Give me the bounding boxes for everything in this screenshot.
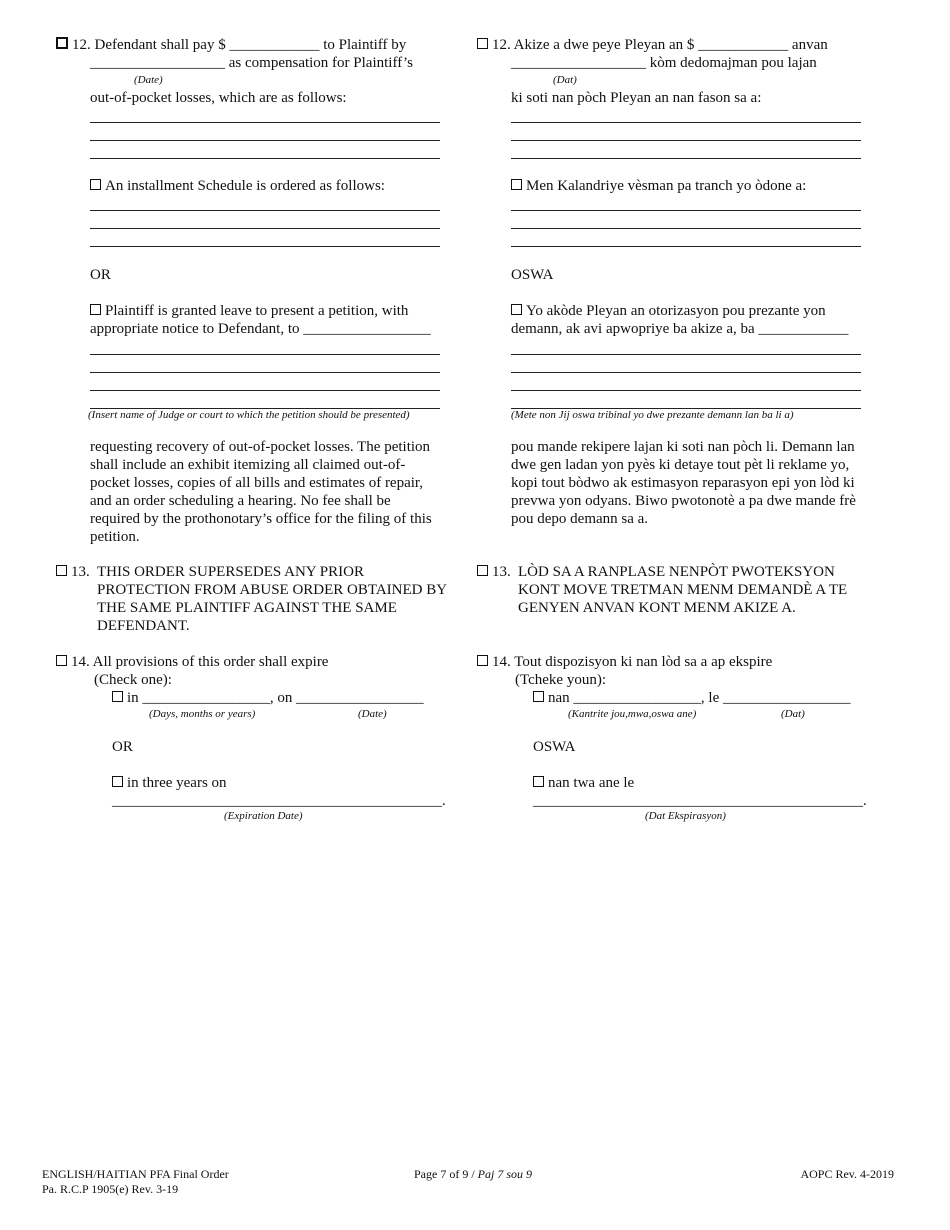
petition-line-b[interactable] [90, 372, 440, 373]
footer-page-number [414, 1167, 532, 1182]
item-13-checkbox-ht[interactable] [477, 565, 488, 576]
petition-line-b-ht[interactable] [511, 372, 861, 373]
item-12-checkbox-ht[interactable] [477, 38, 488, 49]
installment-line-3[interactable] [90, 246, 440, 247]
judge-caption-ht: (Mete non Jij oswa tribinal yo dwe prezante demann lan ba li a) [511, 409, 794, 421]
losses-line-3-ht[interactable] [511, 158, 861, 159]
expire-in-option: in _________________, on _________________ [112, 689, 424, 707]
installment-line-2-ht[interactable] [511, 228, 861, 229]
expire-in-checkbox-ht[interactable] [533, 691, 544, 702]
installment-checkbox-ht[interactable] [511, 179, 522, 190]
petition-line-1: Plaintiff is granted leave to present a petition, with [90, 302, 408, 320]
item-13-text: THIS ORDER SUPERSEDES ANY PRIOR PROTECTION FROM ABUSE ORDER OBTAINED BY THE SAME PLAINTIFF AGAINST THE SAME DEFENDANT. [97, 564, 447, 634]
installment-line-1[interactable] [90, 210, 440, 211]
days-caption-ht: (Kantrite jou,mwa,oswa ane) [568, 708, 697, 720]
losses-line-1[interactable] [90, 122, 440, 123]
item-12-line-3: out-of-pocket losses, which are as follows: [90, 90, 347, 106]
days-caption: (Days, months or years) [149, 708, 256, 720]
item-12-line-3-ht: ki soti nan pòch Pleyan an nan fason sa a: [511, 90, 762, 106]
losses-line-3[interactable] [90, 158, 440, 159]
page-number-en: Page 7 of 9 / [414, 1167, 478, 1181]
or-separator: OR [90, 267, 111, 283]
petition-line-a[interactable] [90, 354, 440, 355]
footer-form-name: ENGLISH/HAITIAN PFA Final Order [42, 1167, 229, 1181]
installment-line-2[interactable] [90, 228, 440, 229]
losses-line-1-ht[interactable] [511, 122, 861, 123]
item-12-date-caption: (Date) [134, 74, 163, 86]
recovery-paragraph: requesting recovery of out-of-pocket losses. The petition shall include an exhibit itemizing all claimed out-of-pocket losses, copies of all bills and estimates of repair, and an order scheduling a hearing. No fee shall be required by the prothonotary’s office for the filing of this petition. [90, 439, 432, 545]
installment-line-1-ht[interactable] [511, 210, 861, 211]
item-12-line-2: __________________ as compensation for Plaintiff’s [90, 55, 414, 71]
losses-line-2-ht[interactable] [511, 140, 861, 141]
item-14-checkbox-ht[interactable] [477, 655, 488, 666]
or-separator-2-ht: OSWA [533, 739, 576, 755]
losses-line-2[interactable] [90, 140, 440, 141]
date-caption: (Date) [358, 708, 387, 720]
installment-option-ht: Men Kalandriye vèsman pa tranch yo òdone a: [511, 177, 806, 195]
expiration-line[interactable]: ____________________________________________. [112, 793, 446, 809]
item-14-line-1-ht: 14. Tout dispozisyon ki nan lòd sa a ap ekspire [477, 653, 772, 671]
judge-caption: (Insert name of Judge or court to which the petition should be presented) [88, 409, 410, 421]
petition-line-1-ht: Yo akòde Pleyan an otorizasyon pou prezante yon [511, 302, 826, 320]
installment-line-3-ht[interactable] [511, 246, 861, 247]
item-12-line-1-ht: 12. Akize a dwe peye Pleyan an $ ____________ anvan [477, 36, 828, 54]
item-14-check-one-ht: (Tcheke youn): [515, 672, 606, 688]
item-13-text-ht: LÒD SA A RANPLASE NENPÒT PWOTEKSYON KONT MOVE TRETMAN MENM DEMANDÈ A TE GENYEN ANVAN KONT MENM AKIZE A. [518, 564, 848, 616]
footer-rule: Pa. R.C.P 1905(e) Rev. 3-19 [42, 1182, 179, 1196]
item-12-checkbox[interactable] [56, 37, 68, 49]
item-12-line-2-ht: __________________ kòm dedomajman pou lajan [511, 55, 817, 71]
petition-line-a-ht[interactable] [511, 354, 861, 355]
three-years-option: in three years on [112, 774, 227, 792]
expiration-line-ht[interactable]: ____________________________________________. [533, 793, 867, 809]
page-number-ht: Paj 7 sou 9 [477, 1167, 532, 1181]
recovery-paragraph-ht: pou mande rekipere lajan ki soti nan pòch li. Demann lan dwe gen ladan yon pyès ki detaye tout pèt li reklame yo, kopi tout bòdwo ak estimasyon reparasyon epi yon lòd ki prevwa yon odyans. Biwo pwotonotè a pa dwe mande frè pou depo demann sa a. [511, 439, 856, 527]
petition-checkbox-ht[interactable] [511, 304, 522, 315]
petition-line-2: appropriate notice to Defendant, to _________________ [90, 321, 431, 337]
petition-line-2-ht: demann, ak avi apwopriye ba akize a, ba ____________ [511, 321, 849, 337]
item-13-checkbox[interactable] [56, 565, 67, 576]
date-caption-ht: (Dat) [781, 708, 805, 720]
item-14-check-one: (Check one): [94, 672, 172, 688]
three-years-checkbox[interactable] [112, 776, 123, 787]
item-13-number: 13. [56, 563, 90, 581]
item-14-checkbox[interactable] [56, 655, 67, 666]
petition-checkbox[interactable] [90, 304, 101, 315]
expire-in-option-ht: nan _________________, le _________________ [533, 689, 850, 707]
three-years-checkbox-ht[interactable] [533, 776, 544, 787]
footer-revision: AOPC Rev. 4-2019 [800, 1167, 894, 1181]
item-12-date-caption-ht: (Dat) [553, 74, 577, 86]
expire-in-checkbox[interactable] [112, 691, 123, 702]
three-years-option-ht: nan twa ane le [533, 774, 634, 792]
item-14-line-1: 14. All provisions of this order shall expire [56, 653, 328, 671]
item-13-number-ht: 13. [477, 563, 511, 581]
or-separator-2: OR [112, 739, 133, 755]
expiration-caption: (Expiration Date) [224, 810, 303, 822]
item-12-line-1: 12. Defendant shall pay $ ____________ to Plaintiff by [56, 36, 406, 54]
petition-line-c-ht[interactable] [511, 390, 861, 391]
installment-checkbox[interactable] [90, 179, 101, 190]
expiration-caption-ht: (Dat Ekspirasyon) [645, 810, 726, 822]
installment-option: An installment Schedule is ordered as follows: [90, 177, 385, 195]
or-separator-ht: OSWA [511, 267, 554, 283]
petition-line-c[interactable] [90, 390, 440, 391]
